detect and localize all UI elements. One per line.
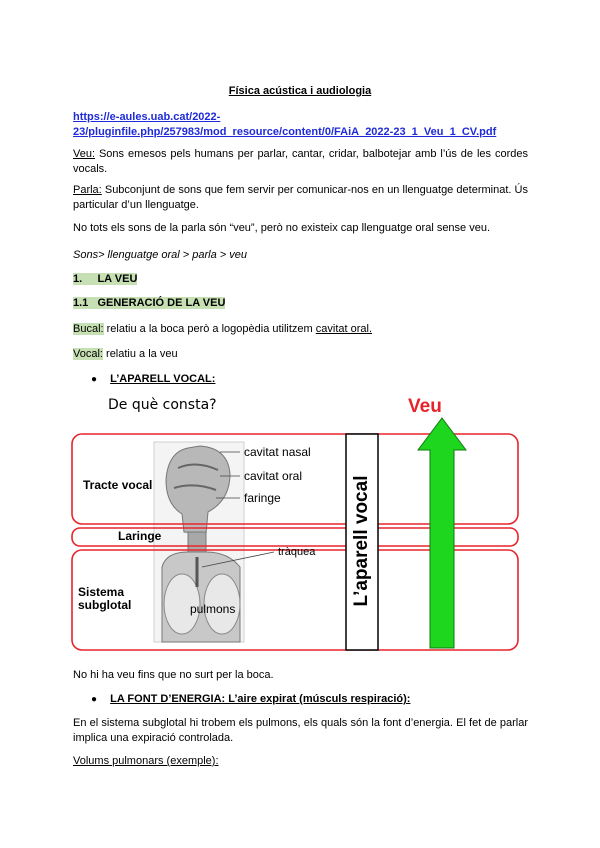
- vocal-def: relatiu a la veu: [102, 348, 178, 360]
- traquea-label: tràquea: [278, 546, 316, 558]
- section-1-1-text: 1.1 GENERACIÓ DE LA VEU: [73, 297, 226, 309]
- volums-text: Volums pulmonars (exemple):: [73, 755, 219, 767]
- after-figure-text: No hi ha veu fins que no surt per la boca.: [73, 669, 274, 681]
- figure-question: De què consta?: [108, 397, 217, 413]
- sistema-text: Sistema: [78, 585, 125, 599]
- bullet-aparell-text: L’APARELL VOCAL:: [110, 373, 216, 385]
- energy-paragraph: En el sistema subglotal hi trobem els pulmons, els quals són la font d’energia. El fet de parlar implica una expiració controlada.: [73, 717, 528, 744]
- volums-line: [73, 754, 528, 769]
- veu-definition: [73, 147, 528, 177]
- figure-svg: [70, 392, 526, 654]
- section-1-1-heading: [73, 297, 225, 309]
- veu-term: Veu:: [73, 148, 96, 160]
- bullet-aparell-vocal: [91, 373, 215, 385]
- note-paragraph: No tots els sons de la parla són “veu”, però no existeix cap llenguatge oral sense veu.: [73, 222, 491, 234]
- bullet-font-energia: [91, 693, 410, 705]
- parla-definition: [73, 183, 528, 213]
- laringe-label: Laringe: [118, 529, 162, 543]
- bucal-def: relatiu a la boca però a logopèdia utilitzem: [103, 323, 316, 335]
- bucal-definition: [73, 322, 528, 337]
- figure-veu-label: Veu: [408, 396, 442, 417]
- aparell-vocal-label: L’aparell vocal: [351, 475, 372, 607]
- hierarchy-line: Sons> llenguatge oral > parla > veu: [73, 249, 247, 261]
- parla-def: Subconjunt de sons que fem servir per comunicar-nos en un llenguatge determinat. Ús particular d’un llenguatge.: [73, 184, 528, 211]
- bullet-dot-icon: ●: [91, 374, 98, 385]
- subglotal-text: subglotal: [78, 598, 132, 612]
- section-1-text: 1. LA VEU: [73, 273, 138, 285]
- arrow-up-icon: [418, 418, 466, 648]
- bucal-term: Bucal:: [73, 323, 104, 335]
- vocal-term: Vocal:: [73, 348, 103, 360]
- source-link[interactable]: https://e-aules.uab.cat/2022-23/pluginfile.php/257983/mod_resource/content/0/FAiA_2022-23_1_Veu_1_CV.pdf: [73, 111, 497, 138]
- pulmons-label: pulmons: [190, 602, 236, 616]
- bullet-font-energia-text: LA FONT D’ENERGIA: L’aire expirat (músculs respiració):: [110, 693, 411, 705]
- section-1-heading: [73, 273, 137, 285]
- veu-def: Sons emesos pels humans per parlar, cantar, cridar, balbotejar amb l’ús de les cordes vocals.: [73, 148, 528, 175]
- page-title: Física acústica i audiologia: [228, 85, 372, 97]
- faringe-label: faringe: [244, 491, 281, 505]
- tracte-vocal-label: Tracte vocal: [83, 478, 153, 492]
- cavitat-oral-label: cavitat oral: [244, 469, 303, 483]
- cavitat-nasal-label: cavitat nasal: [244, 445, 311, 459]
- bucal-term2: cavitat oral.: [315, 323, 373, 335]
- parla-term: Parla:: [73, 184, 102, 196]
- vocal-apparatus-figure: [70, 392, 526, 654]
- vocal-definition: [73, 347, 528, 362]
- bullet-dot-icon: ●: [91, 694, 98, 705]
- sistema-subglotal-label: [78, 586, 131, 612]
